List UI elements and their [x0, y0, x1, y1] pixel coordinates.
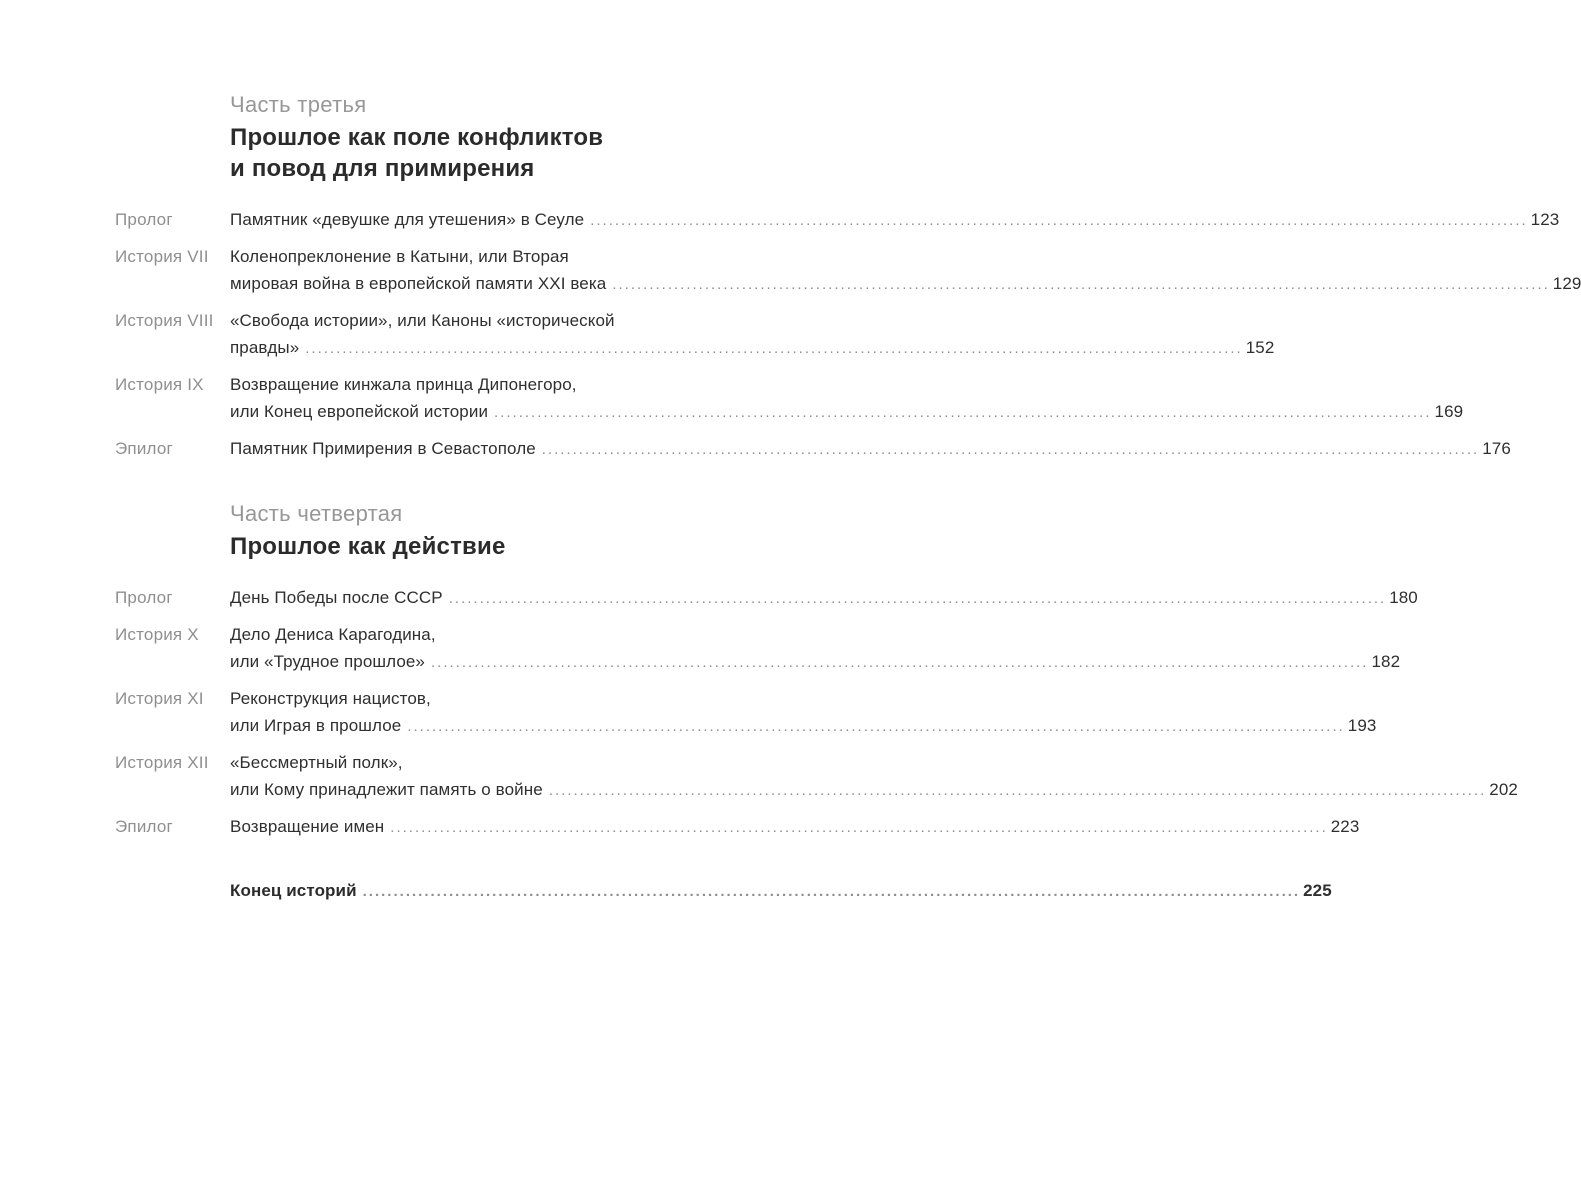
entry-text: Памятник Примирения в Севастополе [230, 439, 536, 458]
dot-leader-icon [431, 649, 1368, 676]
toc-entry [115, 307, 1275, 362]
page-number: 169 [1434, 402, 1464, 421]
entry-title [230, 243, 1581, 298]
entry-line [230, 685, 1376, 712]
dot-leader-icon [449, 585, 1386, 612]
toc-entry [115, 371, 1464, 426]
entry-text: мировая война в европейской памяти XXI века [230, 274, 607, 293]
entry-title [230, 621, 1400, 676]
entry-text: Реконструкция нацистов, [230, 689, 431, 708]
entry-text: правды» [230, 338, 300, 357]
page-number: 223 [1330, 817, 1360, 836]
toc-entry [115, 435, 1511, 463]
part-label: Часть третья [230, 92, 367, 117]
toc-entry [115, 749, 1518, 804]
entry-line [230, 243, 1581, 270]
page-number: 123 [1530, 210, 1560, 229]
entry-text: «Бессмертный полк», [230, 753, 403, 772]
dot-leader-icon [494, 399, 1431, 426]
entry-text: День Победы после СССР [230, 588, 443, 607]
entry-label: История IX [115, 375, 204, 394]
entry-text: «Свобода истории», или Каноны «исторической [230, 311, 615, 330]
entry-title [230, 435, 1511, 463]
entry-text: Конец историй [230, 881, 357, 900]
toc-entry [115, 206, 1560, 234]
entry-label: История XII [115, 753, 209, 772]
entry-title [230, 877, 1332, 905]
page-number: 193 [1347, 716, 1377, 735]
page-number: 180 [1389, 588, 1418, 607]
part-title-line: Прошлое как поле конфликтов [230, 124, 604, 151]
entry-line [230, 877, 1332, 905]
toc-section [115, 499, 1518, 841]
toc-entry [115, 584, 1418, 612]
toc-entry [115, 243, 1581, 298]
entry-text: или Играя в прошлое [230, 716, 402, 735]
dot-leader-icon [549, 777, 1486, 804]
entry-label [115, 877, 230, 905]
page-number: 152 [1245, 338, 1275, 357]
toc-section [115, 90, 1581, 463]
entry-label: Эпилог [115, 439, 173, 458]
entry-line [230, 371, 1463, 398]
entry-title [230, 206, 1559, 234]
page-number: 176 [1482, 439, 1511, 458]
dot-leader-icon [542, 436, 1479, 463]
entry-label: История XI [115, 689, 204, 708]
dot-leader-icon [363, 878, 1300, 905]
part-title [230, 122, 705, 184]
entry-line [230, 584, 1418, 612]
dot-leader-icon [612, 271, 1549, 298]
entry-label: История X [115, 625, 199, 644]
part-title-line: Прошлое как действие [230, 533, 506, 560]
entry-line [230, 270, 1581, 298]
entry-line [230, 307, 1274, 334]
dot-leader-icon [590, 207, 1527, 234]
entry-text: или «Трудное прошлое» [230, 652, 425, 671]
toc-entry [115, 621, 1401, 676]
entry-title [230, 307, 1274, 362]
toc-entry [115, 685, 1377, 740]
entry-text: Коленопреклонение в Катыни, или Вторая [230, 247, 569, 266]
part-title-line: и повод для примирения [230, 155, 535, 182]
entry-line [230, 749, 1518, 776]
entry-title [230, 749, 1518, 804]
entry-text: Дело Дениса Карагодина, [230, 625, 436, 644]
entry-text: или Конец европейской истории [230, 402, 489, 421]
dot-leader-icon [305, 335, 1242, 362]
entry-line [230, 334, 1274, 362]
toc-entry [115, 877, 1332, 905]
entry-line [230, 435, 1511, 463]
entry-line [230, 621, 1400, 648]
entry-label: Пролог [115, 210, 173, 229]
dot-leader-icon [390, 814, 1327, 841]
entry-text: Возвращение кинжала принца Дипонегоро, [230, 375, 577, 394]
page-number: 182 [1371, 652, 1401, 671]
entry-label: История VIII [115, 311, 214, 330]
entry-line [230, 398, 1463, 426]
entry-line [230, 813, 1359, 841]
page-number: 202 [1489, 780, 1518, 799]
part-label: Часть четвертая [230, 501, 403, 526]
entry-text: Памятник «девушке для утешения» в Сеуле [230, 210, 585, 229]
entry-line [230, 206, 1559, 234]
entry-label: Пролог [115, 588, 173, 607]
entry-line [230, 648, 1400, 676]
entry-title [230, 584, 1418, 612]
entry-title [230, 371, 1463, 426]
entry-text: Возвращение имен [230, 817, 385, 836]
page-number: 129 [1552, 274, 1581, 293]
entry-text: или Кому принадлежит память о войне [230, 780, 543, 799]
entry-label: Эпилог [115, 817, 173, 836]
toc-entry [115, 813, 1360, 841]
entry-title [230, 685, 1376, 740]
part-title [230, 531, 705, 562]
entry-line [230, 712, 1376, 740]
entry-title [230, 813, 1359, 841]
toc-content [115, 90, 1581, 905]
dot-leader-icon [407, 713, 1344, 740]
page-number: 225 [1303, 881, 1332, 900]
entry-line [230, 776, 1518, 804]
entry-label: История VII [115, 247, 209, 266]
